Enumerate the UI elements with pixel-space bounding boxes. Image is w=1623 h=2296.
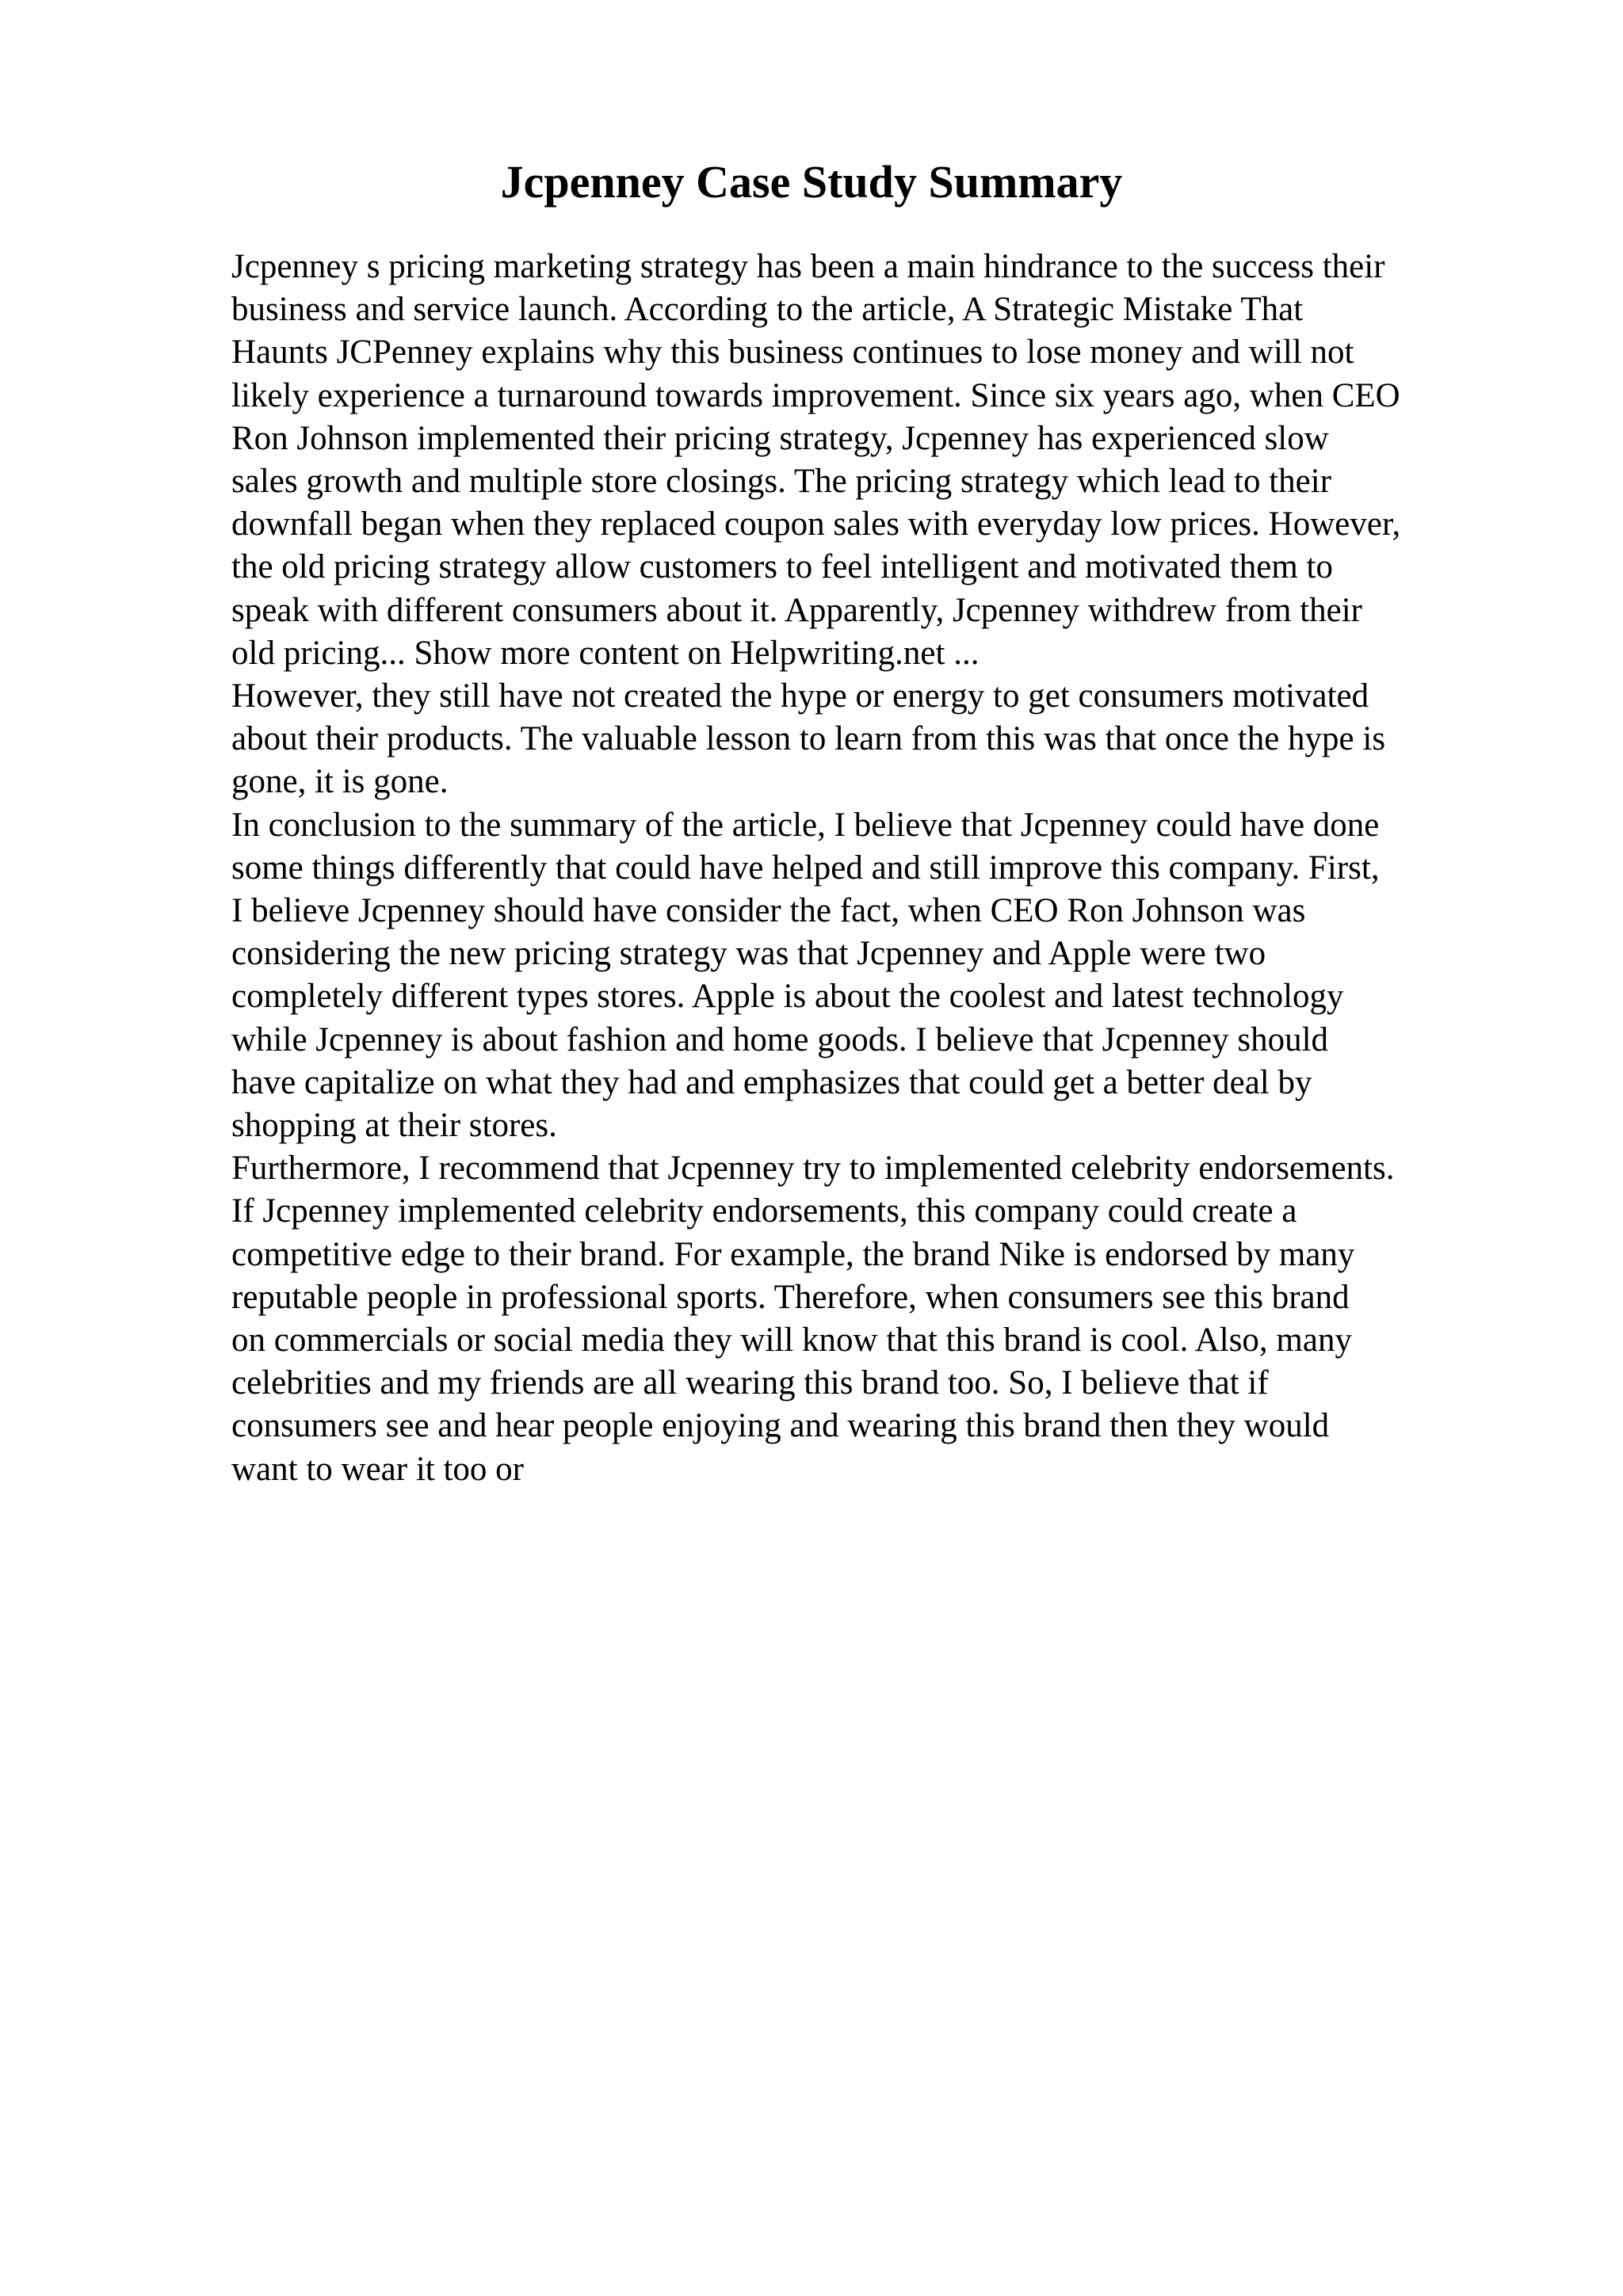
document-title: Jcpenney Case Study Summary (500, 156, 1123, 208)
text-line: old pricing... Show more content on Helpwriting.net ... (231, 634, 980, 672)
text-line: completely different types stores. Apple is about the coolest and latest technology (231, 978, 1344, 1016)
text-line: want to wear it too or (231, 1450, 524, 1488)
text-line: Haunts JCPenney explains why this business continues to lose money and will not (231, 334, 1354, 372)
text-line: while Jcpenney is about fashion and home goods. I believe that Jcpenney should (231, 1020, 1329, 1058)
text-line: considering the new pricing strategy was that Jcpenney and Apple were two (231, 935, 1266, 973)
text-line: gone, it is gone. (231, 763, 449, 801)
text-line: celebrities and my friends are all wearing this brand too. So, I believe that if (231, 1364, 1269, 1402)
text-line: competitive edge to their brand. For example, the brand Nike is endorsed by many (231, 1235, 1355, 1273)
text-line: reputable people in professional sports. Therefore, when consumers see this brand (231, 1278, 1350, 1316)
text-line: If Jcpenney implemented celebrity endorsements, this company could create a (231, 1192, 1297, 1230)
text-line: However, they still have not created the hype or energy to get consumers motivated (231, 677, 1369, 715)
text-line: sales growth and multiple store closings. The pricing strategy which lead to their (231, 463, 1332, 501)
text-line: Furthermore, I recommend that Jcpenney try to implemented celebrity endorsements. (231, 1150, 1395, 1188)
text-line: shopping at their stores. (231, 1107, 557, 1145)
text-line: business and service launch. According to the article, A Strategic Mistake That (231, 291, 1304, 329)
text-line: likely experience a turnaround towards improvement. Since six years ago, when CEO (231, 376, 1400, 414)
text-line: I believe Jcpenney should have consider the fact, when CEO Ron Johnson was (231, 892, 1306, 930)
text-line: Ron Johnson implemented their pricing strategy, Jcpenney has experienced slow (231, 419, 1329, 457)
text-line: In conclusion to the summary of the article, I believe that Jcpenney could have done (231, 806, 1380, 844)
text-line: have capitalize on what they had and emphasizes that could get a better deal by (231, 1063, 1312, 1101)
document-body (231, 246, 1515, 1491)
text-line: consumers see and hear people enjoying and wearing this brand then they would (231, 1407, 1330, 1445)
text-line: some things differently that could have helped and still improve this company. First, (231, 849, 1380, 887)
text-line: Jcpenney s pricing marketing strategy has been a main hindrance to the success their (231, 248, 1385, 285)
text-line: on commercials or social media they will know that this brand is cool. Also, many (231, 1322, 1352, 1360)
text-line: speak with different consumers about it. Apparently, Jcpenney withdrew from their (231, 591, 1362, 629)
text-line: the old pricing strategy allow customers to feel intelligent and motivated them to (231, 548, 1333, 586)
text-line: about their products. The valuable lesson to learn from this was that once the hype is (231, 720, 1386, 758)
text-line: downfall began when they replaced coupon sales with everyday low prices. However, (231, 505, 1401, 543)
